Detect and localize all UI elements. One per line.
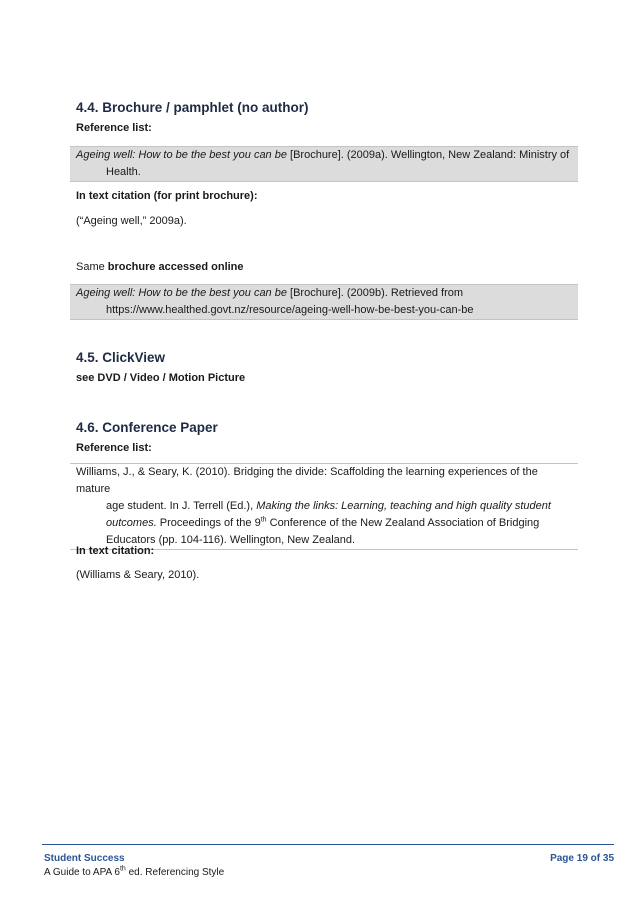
- reference-details: [Brochure]. (2009a). Wellington, New Zealand: Ministry of: [286, 149, 570, 161]
- footer-divider: [42, 844, 614, 845]
- footer-subtitle: A Guide to APA 6th ed. Referencing Style: [44, 865, 225, 878]
- in-text-citation-label: In text citation:: [76, 545, 155, 557]
- online-brochure-note: Same brochure accessed online: [76, 261, 244, 273]
- reference-list-label: Reference list:: [76, 442, 152, 454]
- reference-entry-conference: [70, 463, 578, 550]
- page-number: Page 19 of 35: [550, 853, 614, 864]
- section-heading-clickview: 4.5. ClickView: [76, 350, 166, 365]
- reference-title: Ageing well: How to be the best you can be: [76, 149, 287, 161]
- section-heading-conference: 4.6. Conference Paper: [76, 420, 218, 435]
- in-text-citation-value: (“Ageing well,” 2009a).: [76, 215, 187, 227]
- reference-line: Educators (pp. 104-116). Wellington, New Zealand.: [106, 534, 356, 546]
- reference-title: Ageing well: How to be the best you can be: [76, 287, 287, 299]
- reference-continuation: Health.: [106, 166, 141, 178]
- reference-line: age student. In J. Terrell (Ed.), Making the links: Learning, teaching and high quality student: [106, 500, 551, 512]
- section-heading-brochure: 4.4. Brochure / pamphlet (no author): [76, 100, 309, 115]
- see-also-note: see DVD / Video / Motion Picture: [76, 372, 246, 384]
- in-text-citation-label: In text citation (for print brochure):: [76, 190, 258, 202]
- reference-url: https://www.healthed.govt.nz/resource/ageing-well-how-be-best-you-can-be: [106, 304, 474, 316]
- footer-title: Student Success: [44, 853, 125, 864]
- reference-line: outcomes. Proceedings of the 9th Conference of the New Zealand Association of Bridging: [106, 516, 540, 529]
- reference-details: [Brochure]. (2009b). Retrieved from: [286, 287, 464, 299]
- reference-list-label: Reference list:: [76, 122, 152, 134]
- reference-entry-brochure: [70, 146, 578, 182]
- reference-line: Williams, J., & Seary, K. (2010). Bridging the divide: Scaffolding the learning experiences of the mature: [76, 466, 538, 495]
- in-text-citation-value: (Williams & Seary, 2010).: [76, 569, 200, 581]
- reference-entry-brochure-online: [70, 284, 578, 320]
